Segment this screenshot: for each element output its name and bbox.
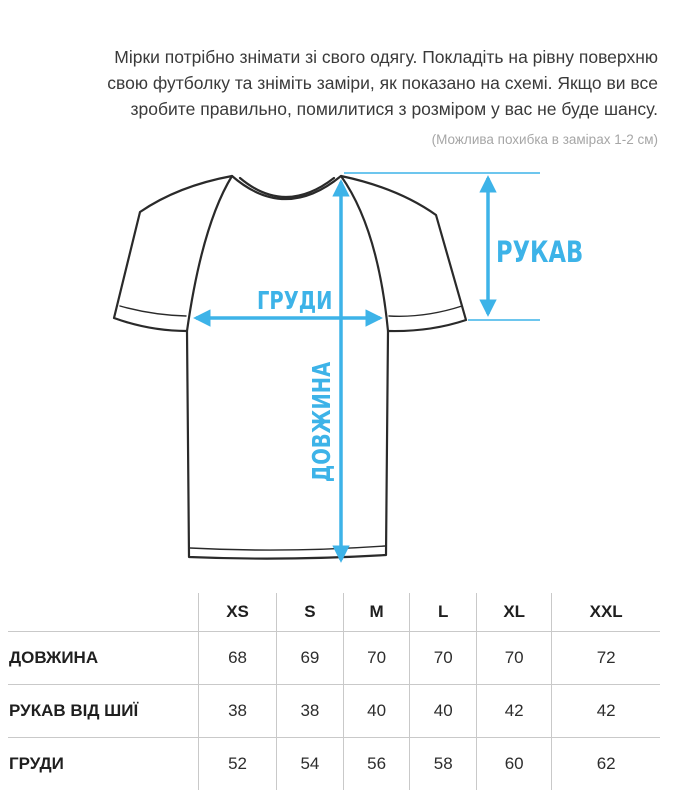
cell-value: 40	[343, 685, 410, 738]
sleeve-measure	[344, 173, 583, 320]
cell-value: 58	[410, 738, 477, 791]
cell-value: 42	[552, 685, 660, 738]
chest-label: ГРУДИ	[257, 286, 333, 316]
header-empty	[8, 593, 199, 632]
intro-text	[30, 44, 658, 122]
cell-value: 52	[199, 738, 277, 791]
cell-value: 38	[199, 685, 277, 738]
length-measure	[308, 182, 341, 560]
cell-value: 70	[477, 632, 552, 685]
size-m: M	[343, 593, 410, 632]
row-label: ГРУДИ	[8, 738, 199, 791]
cell-value: 70	[410, 632, 477, 685]
size-table	[8, 593, 660, 790]
cell-value: 38	[277, 685, 344, 738]
row-label: РУКАВ ВІД ШИЇ	[8, 685, 199, 738]
measurement-error-note: (Можлива похибка в замірах 1-2 см)	[431, 132, 658, 147]
size-s: S	[277, 593, 344, 632]
table-row-length	[8, 632, 660, 685]
size-xl: XL	[477, 593, 552, 632]
cell-value: 56	[343, 738, 410, 791]
table-row-sleeve	[8, 685, 660, 738]
intro-line-2: свою футболку та зніміть заміри, як показано на схемі. Якщо ви все	[107, 73, 658, 93]
sleeve-label: РУКАВ	[496, 236, 584, 270]
cell-value: 54	[277, 738, 344, 791]
cell-value: 40	[410, 685, 477, 738]
size-l: L	[410, 593, 477, 632]
cell-value: 68	[199, 632, 277, 685]
intro-line-3: зробите правильно, помилитися з розміром у вас не буде шансу.	[130, 99, 658, 119]
tshirt-measurement-diagram	[0, 160, 673, 585]
cell-value: 70	[343, 632, 410, 685]
chest-measure	[196, 287, 380, 318]
cell-value: 60	[477, 738, 552, 791]
length-label: ДОВЖИНА	[307, 361, 337, 483]
intro-line-1: Мірки потрібно знімати зі свого одягу. Покладіть на рівну поверхню	[114, 47, 658, 67]
table-row-chest	[8, 738, 660, 791]
cell-value: 72	[552, 632, 660, 685]
cell-value: 62	[552, 738, 660, 791]
size-xxl: XXL	[552, 593, 660, 632]
cell-value: 42	[477, 685, 552, 738]
cell-value: 69	[277, 632, 344, 685]
size-xs: XS	[199, 593, 277, 632]
tshirt-outline	[114, 176, 466, 559]
size-header-row	[8, 593, 660, 632]
row-label: ДОВЖИНА	[8, 632, 199, 685]
